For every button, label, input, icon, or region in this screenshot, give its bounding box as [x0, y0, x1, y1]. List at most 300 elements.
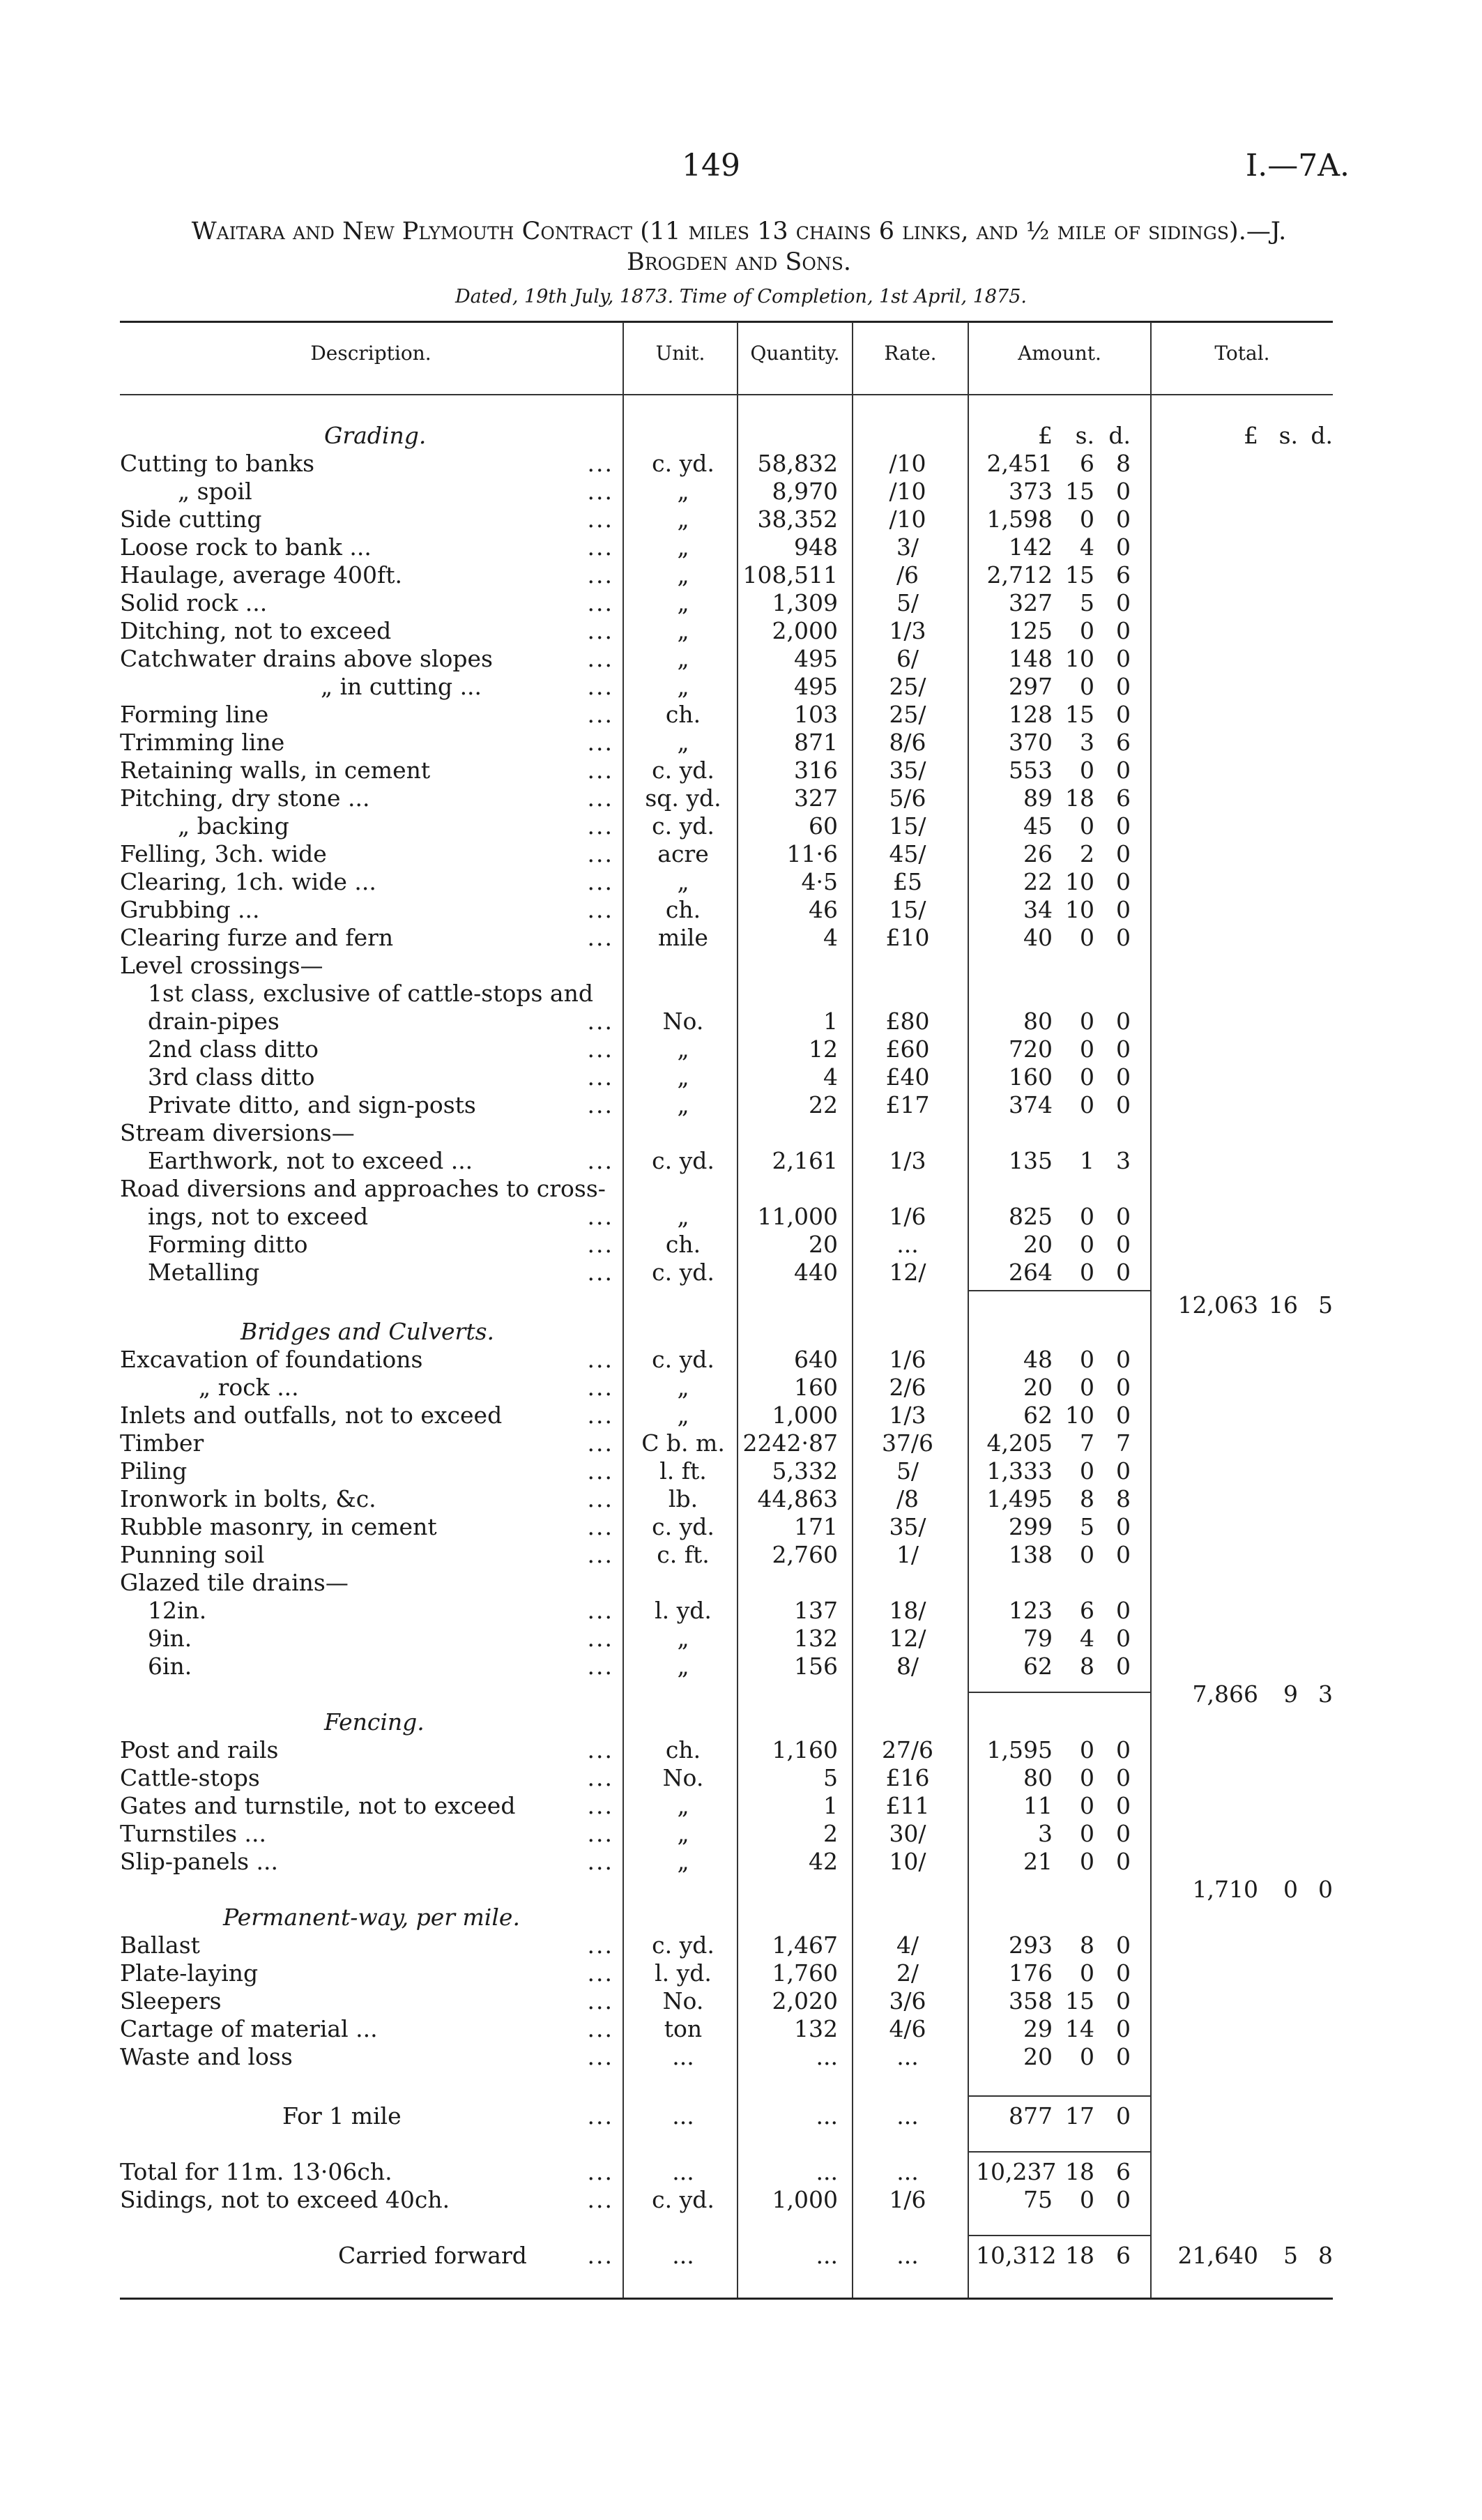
cell-unit: „ [677, 506, 689, 533]
amount-subtotal-rule [969, 2151, 1150, 2153]
cell-desc: Pitching, dry stone ... [120, 784, 370, 812]
cell-d: 0 [1116, 617, 1131, 644]
cell-qty: 137 [794, 1597, 838, 1624]
cell-qty: 60 [809, 812, 838, 840]
leader-dots: ... [587, 2242, 613, 2269]
contract-dates: Dated, 19th July, 1873. Time of Completion, 1st April, 1875. [455, 286, 1027, 308]
cell-qty: 2,161 [772, 1147, 838, 1174]
total-d: 5 [1318, 1291, 1333, 1319]
table-row [0, 617, 1482, 645]
cell-d: 0 [1116, 533, 1131, 561]
table-row [0, 589, 1482, 617]
cell-d: 0 [1116, 1091, 1131, 1118]
cell-qty: ... [816, 2043, 838, 2070]
cell-rate: 18/ [889, 1597, 926, 1624]
cell-desc: 9in. [148, 1625, 192, 1652]
cell-s: 5 [1080, 1513, 1094, 1540]
cell-d: 0 [1116, 673, 1131, 700]
grading-total-row [0, 1291, 1482, 1319]
cell-l: 48 [1023, 1346, 1053, 1373]
cell-qty: 1,467 [772, 1931, 838, 1959]
cell-l: 370 [1009, 729, 1053, 756]
cell-rate: 1/6 [889, 2186, 926, 2213]
cell-s: 18 [1065, 2242, 1094, 2269]
cell-s: 6 [1080, 1597, 1094, 1624]
cell-l: 148 [1009, 645, 1053, 672]
carried-forward-row [0, 2242, 1482, 2270]
section-heading-bridges: Bridges and Culverts. [240, 1318, 495, 1345]
cell-l: 1,495 [986, 1485, 1053, 1512]
table-row [0, 840, 1482, 868]
cell-s: 0 [1080, 924, 1094, 951]
table-row [0, 1597, 1482, 1625]
table-row [0, 1008, 1482, 1035]
leader-dots: ... [587, 1259, 613, 1286]
leader-dots: ... [587, 617, 613, 644]
cell-unit: „ [677, 868, 689, 895]
cell-l: 2,712 [986, 561, 1053, 589]
cell-l: 553 [1009, 757, 1053, 784]
cell-qty: 495 [794, 645, 838, 672]
cell-l: 1,598 [986, 506, 1053, 533]
table-row [0, 2043, 1482, 2071]
cell-unit: ch. [665, 1231, 701, 1258]
cell-unit: C b. m. [641, 1429, 725, 1457]
cell-desc: For 1 mile [282, 2102, 402, 2130]
cell-s: 0 [1080, 1203, 1094, 1230]
cell-d: 6 [1116, 2242, 1131, 2269]
cell-rate: 27/6 [881, 1736, 934, 1763]
leader-dots: ... [587, 2102, 613, 2130]
cell-unit: „ [677, 1374, 689, 1401]
cell-rate: £80 [885, 1008, 930, 1035]
table-bottom-rule [120, 2298, 1333, 2300]
leader-dots: ... [587, 1457, 613, 1485]
cell-s: 2 [1080, 840, 1094, 867]
leader-dots: ... [587, 1653, 613, 1680]
leader-dots: ... [587, 757, 613, 784]
leader-dots: ... [587, 2043, 613, 2070]
cell-d: 0 [1116, 1625, 1131, 1652]
table-row [0, 868, 1482, 896]
leader-dots: ... [587, 896, 613, 923]
cell-unit: „ [677, 1035, 689, 1063]
cell-d: 0 [1116, 1374, 1131, 1401]
cell-d: 0 [1116, 1203, 1131, 1230]
cell-rate: 35/ [889, 757, 926, 784]
leader-dots: ... [587, 1147, 613, 1174]
cell-qty: 156 [794, 1653, 838, 1680]
total-d: 3 [1318, 1680, 1333, 1708]
cell-qty: 4 [823, 924, 838, 951]
cell-d: 0 [1116, 812, 1131, 840]
cell-s: 15 [1065, 701, 1094, 728]
cell-d: 0 [1116, 1792, 1131, 1819]
cell-l: 160 [1009, 1063, 1053, 1091]
cell-desc: Gates and turnstile, not to exceed [120, 1792, 516, 1819]
cell-desc: „ spoil [178, 478, 252, 505]
cell-l: 62 [1023, 1402, 1053, 1429]
cell-desc: Waste and loss [120, 2043, 293, 2070]
cell-l: 877 [1009, 2102, 1053, 2130]
cell-s: 0 [1080, 1792, 1094, 1819]
cell-s: 0 [1080, 812, 1094, 840]
cell-l: 75 [1023, 2186, 1053, 2213]
section-heading-fencing: Fencing. [324, 1708, 425, 1736]
cell-rate: 37/6 [881, 1429, 934, 1457]
cell-rate: /6 [896, 561, 919, 589]
leader-dots: ... [587, 450, 613, 477]
cell-qty: 4 [823, 1063, 838, 1091]
table-row [0, 1987, 1482, 2015]
cell-s: 0 [1080, 1736, 1094, 1763]
leader-dots: ... [587, 812, 613, 840]
leader-dots: ... [587, 1231, 613, 1258]
cell-s: 15 [1065, 478, 1094, 505]
cell-qty: 8,970 [772, 478, 838, 505]
table-row [0, 757, 1482, 784]
cell-qty: 58,832 [757, 450, 838, 477]
header-quantity: Quantity. [750, 342, 840, 365]
cell-unit: ... [672, 2102, 694, 2130]
cell-l: 79 [1023, 1625, 1053, 1652]
cell-desc: Clearing furze and fern [120, 924, 394, 951]
header-unit: Unit. [655, 342, 705, 365]
cell-d: 8 [1116, 450, 1131, 477]
cell-rate: 4/6 [889, 2015, 926, 2042]
cell-s: 0 [1080, 1457, 1094, 1485]
leader-dots: ... [587, 1987, 613, 2014]
leader-dots: ... [587, 840, 613, 867]
cell-desc: Sidings, not to exceed 40ch. [120, 2186, 450, 2213]
cell-d: 0 [1116, 1513, 1131, 1540]
cell-s: 1 [1080, 1147, 1094, 1174]
table-row [0, 1541, 1482, 1569]
cell-unit: „ [677, 589, 689, 616]
cell-unit: „ [677, 617, 689, 644]
cell-l: 80 [1023, 1008, 1053, 1035]
leader-dots: ... [587, 1513, 613, 1540]
cell-qty: 1 [823, 1792, 838, 1819]
cell-rate: £40 [885, 1063, 930, 1091]
cell-s: 6 [1080, 450, 1094, 477]
cell-rate: 45/ [889, 840, 926, 867]
table-row [0, 784, 1482, 812]
cell-rate: ... [896, 2242, 919, 2269]
cell-l: 123 [1009, 1597, 1053, 1624]
cell-s: 0 [1080, 1346, 1094, 1373]
leader-dots: ... [587, 1597, 613, 1624]
leader-dots: ... [587, 1792, 613, 1819]
cell-unit: acre [657, 840, 709, 867]
cell-unit: mile [658, 924, 708, 951]
cell-d: 6 [1116, 729, 1131, 756]
cell-rate: 1/6 [889, 1203, 926, 1230]
table-row [0, 2186, 1482, 2214]
cell-desc: Cattle-stops [120, 1764, 260, 1791]
table-row [0, 450, 1482, 478]
cell-qty: 1,000 [772, 1402, 838, 1429]
cell-unit: No. [662, 1987, 704, 2014]
cell-s: 0 [1080, 757, 1094, 784]
cell-d: 0 [1116, 1764, 1131, 1791]
cell-tl: 21,640 [1177, 2242, 1258, 2269]
cell-d: 0 [1116, 757, 1131, 784]
leader-dots: ... [587, 673, 613, 700]
table-row [0, 1429, 1482, 1457]
leader-dots: ... [587, 1429, 613, 1457]
cell-rate: /10 [889, 506, 926, 533]
cell-rate: 5/6 [889, 784, 926, 812]
table-row [0, 478, 1482, 506]
cell-s: 14 [1065, 2015, 1094, 2042]
total-shillings-header: s. [1278, 422, 1298, 449]
cell-rate: 3/6 [889, 1987, 926, 2014]
leader-dots: ... [587, 1346, 613, 1373]
table-row [0, 1820, 1482, 1848]
cell-qty: 38,352 [757, 506, 838, 533]
cell-desc: Inlets and outfalls, not to exceed [120, 1402, 503, 1429]
cell-d: 0 [1116, 701, 1131, 728]
cell-rate: /10 [889, 450, 926, 477]
cell-qty: 1 [823, 1008, 838, 1035]
cell-rate: ... [896, 2158, 919, 2185]
cell-qty: 2,020 [772, 1987, 838, 2014]
level-crossings-heading [0, 952, 1482, 980]
cell-qty: ... [816, 2158, 838, 2185]
cell-s: 0 [1080, 2186, 1094, 2213]
cell-qty: 22 [809, 1091, 838, 1118]
cell-l: 3 [1038, 1820, 1053, 1847]
cell-qty: 871 [794, 729, 838, 756]
cell-qty: 1,160 [772, 1736, 838, 1763]
cell-rate: 35/ [889, 1513, 926, 1540]
cell-unit: „ [677, 645, 689, 672]
cell-desc: 2nd class ditto [148, 1035, 319, 1063]
leader-dots: ... [587, 533, 613, 561]
cell-l: 20 [1023, 1231, 1053, 1258]
cell-s: 0 [1080, 617, 1094, 644]
table-row [0, 533, 1482, 561]
table-row [0, 1203, 1482, 1231]
leader-dots: ... [587, 1625, 613, 1652]
cell-l: 10,312 [976, 2242, 1057, 2269]
leader-dots: ... [587, 1820, 613, 1847]
road-diversions-line [0, 1175, 1482, 1203]
cell-rate: /10 [889, 478, 926, 505]
contract-title: Waitara and New Plymouth Contract (11 miles 13 chains 6 links, and ½ mile of sidings).—J. Brogden and Sons. [191, 218, 1287, 276]
cell-qty: 1,000 [772, 2186, 838, 2213]
cell-l: 62 [1023, 1653, 1053, 1680]
cell-rate: 1/3 [889, 1147, 926, 1174]
cell-unit: c. yd. [652, 1346, 715, 1373]
cell-rate: 30/ [889, 1820, 926, 1847]
table-row [0, 2158, 1482, 2186]
cell-d: 0 [1116, 1736, 1131, 1763]
leader-dots: ... [587, 561, 613, 589]
total-s: 9 [1283, 1680, 1298, 1708]
cell-s: 3 [1080, 729, 1094, 756]
cell-rate: 5/ [896, 589, 919, 616]
cell-rate: 6/ [896, 645, 919, 672]
cell-s: 0 [1080, 2043, 1094, 2070]
table-row [0, 1035, 1482, 1063]
stream-diversions-heading [0, 1119, 1482, 1147]
leader-dots: ... [587, 1959, 613, 1987]
table-row [0, 1147, 1482, 1175]
cell-unit: l. ft. [659, 1457, 707, 1485]
cell-d: 0 [1116, 1063, 1131, 1091]
cell-l: 4,205 [986, 1429, 1053, 1457]
cell-desc: Post and rails [120, 1736, 279, 1763]
glazed-tile-heading-text: Glazed tile drains— [120, 1569, 349, 1596]
cell-desc: Forming line [120, 701, 269, 728]
cell-l: 128 [1009, 701, 1053, 728]
cell-l: 720 [1009, 1035, 1053, 1063]
table-row [0, 1091, 1482, 1119]
cell-desc: Loose rock to bank ... [120, 533, 372, 561]
cell-rate: 5/ [896, 1457, 919, 1485]
table-row [0, 1625, 1482, 1653]
cell-d: 0 [1116, 645, 1131, 672]
cell-s: 7 [1080, 1429, 1094, 1457]
cell-unit: sq. yd. [645, 784, 721, 812]
total-pence-header: d. [1311, 422, 1333, 449]
section-heading-grading: Grading. [324, 422, 427, 449]
cell-l: 40 [1023, 924, 1053, 951]
cell-l: 29 [1023, 2015, 1053, 2042]
amount-subtotal-rule [969, 1290, 1150, 1291]
cell-unit: ch. [665, 896, 701, 923]
cell-qty: 160 [794, 1374, 838, 1401]
cell-l: 34 [1023, 896, 1053, 923]
cell-l: 1,595 [986, 1736, 1053, 1763]
cell-l: 89 [1023, 784, 1053, 812]
cell-d: 6 [1116, 561, 1131, 589]
cell-unit: ... [672, 2242, 694, 2269]
cell-unit: „ [677, 1820, 689, 1847]
cell-desc: Grubbing ... [120, 896, 260, 923]
cell-l: 176 [1009, 1959, 1053, 1987]
cell-rate: ... [896, 2043, 919, 2070]
cell-rate: 10/ [889, 1848, 926, 1875]
cell-s: 18 [1065, 2158, 1094, 2185]
leader-dots: ... [587, 729, 613, 756]
cell-unit: „ [677, 1091, 689, 1118]
total-d: 0 [1318, 1876, 1333, 1903]
cell-s: 10 [1065, 1402, 1094, 1429]
cell-d: 0 [1116, 1597, 1131, 1624]
total-l: 7,866 [1192, 1680, 1258, 1708]
cell-s: 18 [1065, 784, 1094, 812]
stream-diversions-heading-text: Stream diversions— [120, 1119, 355, 1146]
cell-qty: 2,760 [772, 1541, 838, 1568]
cell-desc: Solid rock ... [120, 589, 268, 616]
header-total: Total. [1214, 342, 1270, 365]
cell-desc: Piling [120, 1457, 188, 1485]
cell-qty: 327 [794, 784, 838, 812]
cell-s: 8 [1080, 1653, 1094, 1680]
cell-unit: „ [677, 1653, 689, 1680]
cell-l: 299 [1009, 1513, 1053, 1540]
cell-l: 135 [1009, 1147, 1053, 1174]
table-row [0, 1513, 1482, 1541]
cell-qty: 103 [794, 701, 838, 728]
cell-qty: 11·6 [786, 840, 838, 867]
cell-unit: „ [677, 1848, 689, 1875]
cell-l: 825 [1009, 1203, 1053, 1230]
cell-s: 0 [1080, 1848, 1094, 1875]
cell-unit: lb. [668, 1485, 698, 1512]
table-row [0, 896, 1482, 924]
cell-desc: Haulage, average 400ft. [120, 561, 402, 589]
cell-d: 0 [1116, 2186, 1131, 2213]
cell-d: 0 [1116, 506, 1131, 533]
cell-s: 0 [1080, 1764, 1094, 1791]
cell-desc: Retaining walls, in cement [120, 757, 431, 784]
cell-qty: 316 [794, 757, 838, 784]
cell-s: 0 [1080, 1959, 1094, 1987]
cell-l: 21 [1023, 1848, 1053, 1875]
cell-d: 0 [1116, 1259, 1131, 1286]
cell-desc: Slip-panels ... [120, 1848, 279, 1875]
section-heading-permanent-way: Permanent-way, per mile. [223, 1904, 520, 1931]
glazed-tile-heading [0, 1569, 1482, 1597]
cell-l: 297 [1009, 673, 1053, 700]
leader-dots: ... [587, 1736, 613, 1763]
cell-qty: 108,511 [742, 561, 838, 589]
cell-unit: c. yd. [652, 450, 715, 477]
cell-l: 2,451 [986, 450, 1053, 477]
cell-unit: ch. [665, 1736, 701, 1763]
cell-qty: 495 [794, 673, 838, 700]
cell-desc: Side cutting [120, 506, 262, 533]
cell-rate: £60 [885, 1035, 930, 1063]
cell-rate: ... [896, 1231, 919, 1258]
amount-subtotal-rule [969, 1692, 1150, 1693]
cell-desc: Metalling [148, 1259, 260, 1286]
cell-s: 15 [1065, 1987, 1094, 2014]
cell-d: 0 [1116, 924, 1131, 951]
table-row [0, 506, 1482, 533]
cell-d: 0 [1116, 1541, 1131, 1568]
cell-desc: Plate-laying [120, 1959, 259, 1987]
leader-dots: ... [587, 1203, 613, 1230]
cell-qty: 4·5 [801, 868, 838, 895]
cell-qty: 20 [809, 1231, 838, 1258]
cell-l: 45 [1023, 812, 1053, 840]
cell-qty: 44,863 [757, 1485, 838, 1512]
cell-d: 0 [1116, 2043, 1131, 2070]
cell-l: 142 [1009, 533, 1053, 561]
cell-unit: ch. [665, 701, 701, 728]
cell-s: 0 [1080, 1035, 1094, 1063]
cell-rate: £17 [885, 1091, 930, 1118]
leader-dots: ... [587, 784, 613, 812]
cell-qty: 46 [809, 896, 838, 923]
amount-subtotal-rule [969, 2235, 1150, 2236]
leader-dots: ... [587, 1035, 613, 1063]
level-crossings-line [0, 980, 1482, 1008]
table-row [0, 1259, 1482, 1286]
header-description: Description. [310, 342, 431, 365]
cell-l: 358 [1009, 1987, 1053, 2014]
cell-qty: 171 [794, 1513, 838, 1540]
cell-unit: „ [677, 1203, 689, 1230]
cell-qty: 11,000 [757, 1203, 838, 1230]
table-row [0, 924, 1482, 952]
cell-rate: /8 [896, 1485, 919, 1512]
